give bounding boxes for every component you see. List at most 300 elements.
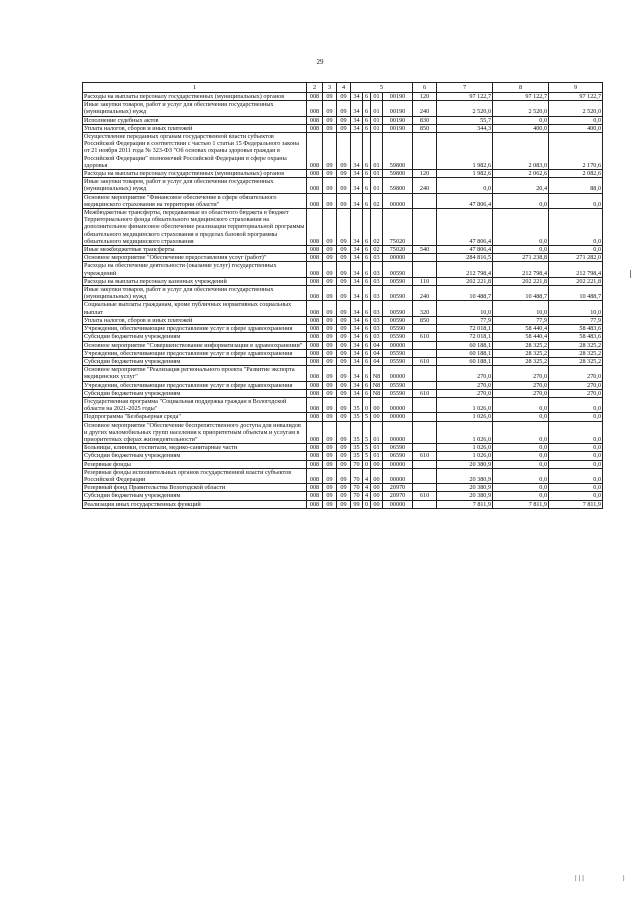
direction-code-cell: 00000 <box>383 254 413 262</box>
row-name-cell: Социальные выплаты гражданам, кроме публичных нормативных социальных выплат <box>83 301 307 316</box>
code-subsection-cell: 09 <box>337 178 351 193</box>
code-section-cell: 09 <box>323 333 337 341</box>
expense-type-cell: 110 <box>413 277 437 285</box>
amount-year1-cell: 1 982,6 <box>437 170 493 178</box>
code-admin-cell: 008 <box>307 193 323 208</box>
direction-code-cell: 00590 <box>383 301 413 316</box>
amount-year2-cell: 28 325,2 <box>493 349 549 357</box>
code-subsection-cell: 09 <box>337 170 351 178</box>
direction-code-cell: 00590 <box>383 262 413 277</box>
expense-type-cell: 610 <box>413 357 437 365</box>
margin-mark <box>630 270 631 278</box>
table-row <box>83 93 603 101</box>
code-admin-cell: 008 <box>307 170 323 178</box>
row-name-cell: Резервные фонды <box>83 460 307 468</box>
event-code-cell: 03 <box>371 277 383 285</box>
event-code-cell: 03 <box>371 333 383 341</box>
table-row <box>83 133 603 170</box>
program-code-cell: 34 <box>351 389 363 397</box>
event-code-cell: 00 <box>371 500 383 508</box>
expense-type-cell <box>413 413 437 421</box>
amount-year3-cell: 0,0 <box>549 444 603 452</box>
amount-year1-cell: 212 798,4 <box>437 262 493 277</box>
code-admin-cell: 008 <box>307 349 323 357</box>
direction-code-cell: 05590 <box>383 333 413 341</box>
amount-year1-cell: 20 380,9 <box>437 484 493 492</box>
amount-year2-cell: 202 221,8 <box>493 277 549 285</box>
direction-code-cell: 05590 <box>383 389 413 397</box>
amount-year1-cell: 344,3 <box>437 124 493 132</box>
amount-year3-cell: 0,0 <box>549 492 603 500</box>
code-section-cell: 09 <box>323 133 337 170</box>
program-code-cell: 35 <box>351 421 363 444</box>
program-code-cell: 34 <box>351 254 363 262</box>
event-code-cell: 01 <box>371 444 383 452</box>
expense-type-cell: 830 <box>413 116 437 124</box>
row-name-cell: Иные межбюджетные трансферты <box>83 246 307 254</box>
code-subsection-cell: 09 <box>337 101 351 116</box>
table-row <box>83 468 603 483</box>
subprogram-code-cell: 5 <box>363 413 371 421</box>
program-code-cell: 34 <box>351 341 363 349</box>
table-row <box>83 397 603 412</box>
program-code-cell: 34 <box>351 116 363 124</box>
code-admin-cell: 008 <box>307 468 323 483</box>
amount-year1-cell: 1 026,0 <box>437 397 493 412</box>
code-section-cell: 09 <box>323 286 337 301</box>
event-code-cell: 01 <box>371 93 383 101</box>
code-section-cell: 09 <box>323 93 337 101</box>
expense-type-cell <box>413 366 437 381</box>
code-section-cell: 09 <box>323 316 337 324</box>
table-row <box>83 116 603 124</box>
direction-code-cell: 59800 <box>383 178 413 193</box>
code-section-cell: 09 <box>323 170 337 178</box>
code-subsection-cell: 09 <box>337 413 351 421</box>
event-code-cell: 03 <box>371 286 383 301</box>
table-row <box>83 101 603 116</box>
expense-type-cell: 240 <box>413 286 437 301</box>
amount-year3-cell: 2 082,6 <box>549 170 603 178</box>
code-subsection-cell: 09 <box>337 381 351 389</box>
expense-type-cell <box>413 397 437 412</box>
code-section-cell: 09 <box>323 460 337 468</box>
event-code-cell: 01 <box>371 178 383 193</box>
subprogram-code-cell: 6 <box>363 246 371 254</box>
amount-year3-cell: 0,0 <box>549 460 603 468</box>
code-admin-cell: 008 <box>307 366 323 381</box>
expense-type-cell: 610 <box>413 492 437 500</box>
amount-year3-cell: 77,9 <box>549 316 603 324</box>
code-admin-cell: 008 <box>307 116 323 124</box>
amount-year3-cell: 7 811,9 <box>549 500 603 508</box>
amount-year1-cell: 1 026,0 <box>437 421 493 444</box>
direction-code-cell: 00000 <box>383 397 413 412</box>
subprogram-code-cell: 4 <box>363 468 371 483</box>
program-code-cell: 35 <box>351 452 363 460</box>
code-subsection-cell: 09 <box>337 325 351 333</box>
subprogram-code-cell: 0 <box>363 500 371 508</box>
direction-code-cell: 00190 <box>383 101 413 116</box>
amount-year1-cell: 1 026,0 <box>437 413 493 421</box>
program-code-cell: 34 <box>351 381 363 389</box>
amount-year3-cell: 28 325,2 <box>549 341 603 349</box>
row-name-cell: Субсидии бюджетным учреждениям <box>83 357 307 365</box>
table-row <box>83 421 603 444</box>
code-section-cell: 09 <box>323 492 337 500</box>
program-code-cell: 34 <box>351 366 363 381</box>
program-code-cell: 99 <box>351 500 363 508</box>
expense-type-cell <box>413 500 437 508</box>
direction-code-cell: 00190 <box>383 124 413 132</box>
amount-year3-cell: 2 520,0 <box>549 101 603 116</box>
table-row <box>83 349 603 357</box>
direction-code-cell: 05590 <box>383 325 413 333</box>
table-row <box>83 381 603 389</box>
amount-year2-cell: 0,0 <box>493 444 549 452</box>
code-admin-cell: 008 <box>307 325 323 333</box>
code-admin-cell: 008 <box>307 124 323 132</box>
subprogram-code-cell: 6 <box>363 277 371 285</box>
subprogram-code-cell: 4 <box>363 492 371 500</box>
row-name-cell: Государственная программа "Социальная поддержка граждан в Вологодской области на 2021-2025 годы" <box>83 397 307 412</box>
amount-year2-cell: 0,0 <box>493 452 549 460</box>
header-cell: 1 <box>83 83 307 93</box>
amount-year2-cell: 10,0 <box>493 301 549 316</box>
expense-type-cell: 320 <box>413 301 437 316</box>
code-section-cell: 09 <box>323 349 337 357</box>
program-code-cell: 70 <box>351 468 363 483</box>
amount-year1-cell: 270,0 <box>437 389 493 397</box>
budget-table <box>82 82 603 509</box>
code-subsection-cell: 09 <box>337 357 351 365</box>
amount-year2-cell: 20,4 <box>493 178 549 193</box>
code-subsection-cell: 09 <box>337 93 351 101</box>
row-name-cell: Субсидии бюджетным учреждениям <box>83 452 307 460</box>
code-admin-cell: 008 <box>307 460 323 468</box>
code-section-cell: 09 <box>323 366 337 381</box>
table-row <box>83 254 603 262</box>
amount-year2-cell: 270,0 <box>493 389 549 397</box>
expense-type-cell: 610 <box>413 389 437 397</box>
expense-type-cell: 240 <box>413 101 437 116</box>
amount-year3-cell: 10,0 <box>549 301 603 316</box>
program-code-cell: 34 <box>351 246 363 254</box>
subprogram-code-cell: 6 <box>363 366 371 381</box>
subprogram-code-cell: 6 <box>363 349 371 357</box>
amount-year3-cell: 0,0 <box>549 484 603 492</box>
code-subsection-cell: 09 <box>337 468 351 483</box>
code-admin-cell: 008 <box>307 286 323 301</box>
expense-type-cell: 240 <box>413 178 437 193</box>
row-name-cell: Расходы на выплаты персоналу государственных (муниципальных) органов <box>83 93 307 101</box>
amount-year3-cell: 0,0 <box>549 397 603 412</box>
row-name-cell: Иные закупки товаров, работ и услуг для обеспечения государственных (муниципальных) нужд <box>83 101 307 116</box>
code-subsection-cell: 09 <box>337 301 351 316</box>
event-code-cell: 00 <box>371 413 383 421</box>
program-code-cell: 70 <box>351 492 363 500</box>
expense-type-cell <box>413 460 437 468</box>
table-row <box>83 389 603 397</box>
amount-year3-cell: 28 325,2 <box>549 357 603 365</box>
row-name-cell: Основное мероприятие "Совершенствование информатизации в здравоохранении" <box>83 341 307 349</box>
direction-code-cell: 00000 <box>383 500 413 508</box>
subprogram-code-cell: 6 <box>363 209 371 246</box>
code-section-cell: 09 <box>323 444 337 452</box>
row-name-cell: Основное мероприятие "Финансовое обеспечение в сфере обязательного медицинского страхования на территории области" <box>83 193 307 208</box>
table-row <box>83 246 603 254</box>
amount-year2-cell: 270,0 <box>493 366 549 381</box>
event-code-cell: 04 <box>371 349 383 357</box>
row-name-cell: Учреждения, обеспечивающие предоставление услуг в сфере здравоохранения <box>83 325 307 333</box>
code-admin-cell: 008 <box>307 452 323 460</box>
direction-code-cell: 00590 <box>383 277 413 285</box>
direction-code-cell: 59800 <box>383 170 413 178</box>
subprogram-code-cell: 5 <box>363 452 371 460</box>
expense-type-cell <box>413 444 437 452</box>
amount-year1-cell: 284 816,5 <box>437 254 493 262</box>
code-section-cell: 09 <box>323 209 337 246</box>
amount-year2-cell: 10 488,7 <box>493 286 549 301</box>
direction-code-cell: 20970 <box>383 484 413 492</box>
event-code-cell: 04 <box>371 341 383 349</box>
amount-year3-cell: 10 488,7 <box>549 286 603 301</box>
footer-mark: ||| <box>574 875 585 882</box>
code-section-cell: 09 <box>323 193 337 208</box>
amount-year2-cell: 0,0 <box>493 209 549 246</box>
program-code-cell: 70 <box>351 484 363 492</box>
row-name-cell: Основное мероприятие "Обеспечение беспрепятственного доступа для инвалидов и других маломобильных групп населения к приоритетным объектам и услугам в приоритетных сферах жизнедеятельности" <box>83 421 307 444</box>
direction-code-cell: 59800 <box>383 133 413 170</box>
code-section-cell: 09 <box>323 341 337 349</box>
event-code-cell: 00 <box>371 468 383 483</box>
table-row <box>83 357 603 365</box>
direction-code-cell: 00000 <box>383 366 413 381</box>
direction-code-cell: 05590 <box>383 357 413 365</box>
code-subsection-cell: 09 <box>337 397 351 412</box>
event-code-cell: 01 <box>371 452 383 460</box>
event-code-cell: 02 <box>371 209 383 246</box>
code-subsection-cell: 09 <box>337 341 351 349</box>
subprogram-code-cell: 5 <box>363 421 371 444</box>
code-section-cell: 09 <box>323 484 337 492</box>
code-admin-cell: 008 <box>307 492 323 500</box>
amount-year1-cell: 2 520,0 <box>437 101 493 116</box>
amount-year2-cell: 0,0 <box>493 484 549 492</box>
event-code-cell: N8 <box>371 389 383 397</box>
header-cell: 8 <box>493 83 549 93</box>
table-row <box>83 178 603 193</box>
subprogram-code-cell: 6 <box>363 381 371 389</box>
amount-year2-cell: 0,0 <box>493 413 549 421</box>
direction-code-cell: 00000 <box>383 460 413 468</box>
code-section-cell: 09 <box>323 254 337 262</box>
amount-year3-cell: 0,0 <box>549 116 603 124</box>
row-name-cell: Уплата налогов, сборов и иных платежей <box>83 124 307 132</box>
code-admin-cell: 008 <box>307 262 323 277</box>
amount-year1-cell: 7 811,9 <box>437 500 493 508</box>
event-code-cell: 00 <box>371 492 383 500</box>
expense-type-cell <box>413 325 437 333</box>
amount-year2-cell: 0,0 <box>493 246 549 254</box>
amount-year3-cell: 97 122,7 <box>549 93 603 101</box>
table-row <box>83 452 603 460</box>
amount-year2-cell: 0,0 <box>493 492 549 500</box>
row-name-cell: Уплата налогов, сборов и иных платежей <box>83 316 307 324</box>
program-code-cell: 34 <box>351 286 363 301</box>
amount-year3-cell: 400,0 <box>549 124 603 132</box>
table-row <box>83 460 603 468</box>
event-code-cell: 01 <box>371 170 383 178</box>
table-row <box>83 492 603 500</box>
expense-type-cell: 540 <box>413 246 437 254</box>
code-section-cell: 09 <box>323 325 337 333</box>
subprogram-code-cell: 6 <box>363 301 371 316</box>
table-row <box>83 500 603 508</box>
amount-year1-cell: 47 806,4 <box>437 246 493 254</box>
amount-year3-cell: 0,0 <box>549 209 603 246</box>
program-code-cell: 34 <box>351 133 363 170</box>
direction-code-cell: 00000 <box>383 468 413 483</box>
amount-year2-cell: 0,0 <box>493 421 549 444</box>
code-section-cell: 09 <box>323 468 337 483</box>
code-section-cell: 09 <box>323 178 337 193</box>
table-row <box>83 262 603 277</box>
row-name-cell: Субсидии бюджетным учреждениям <box>83 389 307 397</box>
subprogram-code-cell: 6 <box>363 93 371 101</box>
event-code-cell: 01 <box>371 124 383 132</box>
amount-year1-cell: 10,0 <box>437 301 493 316</box>
code-admin-cell: 008 <box>307 500 323 508</box>
amount-year1-cell: 270,0 <box>437 366 493 381</box>
row-name-cell: Иные закупки товаров, работ и услуг для обеспечения государственных (муниципальных) нужд <box>83 178 307 193</box>
row-name-cell: Межбюджетные трансферты, передаваемые из областного бюджета в бюджет Территориального фонда обязательного медицинского страхования на дополнительное финансовое обеспечение реализации территориальной программы обязательного медицинского страхования в пределах базовой программы обязательного медицинского страхования <box>83 209 307 246</box>
amount-year1-cell: 10 488,7 <box>437 286 493 301</box>
code-section-cell: 09 <box>323 500 337 508</box>
program-code-cell: 34 <box>351 301 363 316</box>
table-row <box>83 316 603 324</box>
amount-year2-cell: 58 440,4 <box>493 333 549 341</box>
subprogram-code-cell: 6 <box>363 389 371 397</box>
table-row <box>83 366 603 381</box>
amount-year3-cell: 2 170,6 <box>549 133 603 170</box>
subprogram-code-cell: 6 <box>363 116 371 124</box>
program-code-cell: 35 <box>351 397 363 412</box>
code-admin-cell: 008 <box>307 357 323 365</box>
header-cell: 2 <box>307 83 323 93</box>
program-code-cell: 34 <box>351 101 363 116</box>
code-admin-cell: 008 <box>307 246 323 254</box>
direction-code-cell: 00000 <box>383 413 413 421</box>
expense-type-cell: 120 <box>413 93 437 101</box>
expense-type-cell <box>413 468 437 483</box>
code-admin-cell: 008 <box>307 413 323 421</box>
code-admin-cell: 008 <box>307 389 323 397</box>
row-name-cell: Основное мероприятие "Реализация регионального проекта "Развитие экспорта медицинских услуг" <box>83 366 307 381</box>
subprogram-code-cell: 6 <box>363 316 371 324</box>
table-body <box>83 93 603 509</box>
code-section-cell: 09 <box>323 277 337 285</box>
event-code-cell: 02 <box>371 246 383 254</box>
amount-year3-cell: 0,0 <box>549 413 603 421</box>
row-name-cell: Расходы на выплаты персоналу казенных учреждений <box>83 277 307 285</box>
subprogram-code-cell: 0 <box>363 397 371 412</box>
amount-year2-cell: 97 122,7 <box>493 93 549 101</box>
header-cell: 5 <box>351 83 413 93</box>
amount-year2-cell: 212 798,4 <box>493 262 549 277</box>
expense-type-cell: 610 <box>413 452 437 460</box>
event-code-cell: 03 <box>371 325 383 333</box>
table-row <box>83 341 603 349</box>
direction-code-cell: 75020 <box>383 209 413 246</box>
amount-year2-cell: 2 062,6 <box>493 170 549 178</box>
event-code-cell: 01 <box>371 101 383 116</box>
program-code-cell: 34 <box>351 333 363 341</box>
code-subsection-cell: 09 <box>337 286 351 301</box>
amount-year1-cell: 77,9 <box>437 316 493 324</box>
program-code-cell: 34 <box>351 193 363 208</box>
code-subsection-cell: 09 <box>337 460 351 468</box>
event-code-cell: 00 <box>371 397 383 412</box>
amount-year3-cell: 0,0 <box>549 246 603 254</box>
header-cell: 9 <box>549 83 603 93</box>
program-code-cell: 34 <box>351 93 363 101</box>
amount-year2-cell: 77,9 <box>493 316 549 324</box>
amount-year2-cell: 28 325,2 <box>493 357 549 365</box>
amount-year3-cell: 28 325,2 <box>549 349 603 357</box>
code-admin-cell: 008 <box>307 93 323 101</box>
code-section-cell: 09 <box>323 381 337 389</box>
code-section-cell: 09 <box>323 421 337 444</box>
expense-type-cell <box>413 262 437 277</box>
amount-year2-cell: 271 238,8 <box>493 254 549 262</box>
program-code-cell: 35 <box>351 444 363 452</box>
code-subsection-cell: 09 <box>337 444 351 452</box>
subprogram-code-cell: 6 <box>363 178 371 193</box>
expense-type-cell: 610 <box>413 333 437 341</box>
code-subsection-cell: 09 <box>337 349 351 357</box>
row-name-cell: Подпрограмма "Безбарьерная среда" <box>83 413 307 421</box>
amount-year3-cell: 88,0 <box>549 178 603 193</box>
amount-year1-cell: 1 026,0 <box>437 444 493 452</box>
amount-year1-cell: 202 221,8 <box>437 277 493 285</box>
direction-code-cell: 00000 <box>383 193 413 208</box>
event-code-cell: N8 <box>371 381 383 389</box>
direction-code-cell: 00590 <box>383 316 413 324</box>
subprogram-code-cell: 6 <box>363 170 371 178</box>
amount-year3-cell: 0,0 <box>549 468 603 483</box>
amount-year2-cell: 0,0 <box>493 397 549 412</box>
table-row <box>83 170 603 178</box>
program-code-cell: 34 <box>351 316 363 324</box>
row-name-cell: Субсидии бюджетным учреждениям <box>83 333 307 341</box>
code-subsection-cell: 09 <box>337 277 351 285</box>
code-admin-cell: 008 <box>307 316 323 324</box>
amount-year3-cell: 0,0 <box>549 452 603 460</box>
header-cell: 7 <box>437 83 493 93</box>
edge-mark: | <box>622 875 626 882</box>
expense-type-cell: 120 <box>413 170 437 178</box>
code-section-cell: 09 <box>323 357 337 365</box>
code-admin-cell: 008 <box>307 178 323 193</box>
amount-year1-cell: 47 806,4 <box>437 193 493 208</box>
table-row <box>83 333 603 341</box>
code-subsection-cell: 09 <box>337 484 351 492</box>
code-subsection-cell: 09 <box>337 452 351 460</box>
amount-year1-cell: 60 188,1 <box>437 341 493 349</box>
expense-type-cell <box>413 133 437 170</box>
amount-year3-cell: 0,0 <box>549 193 603 208</box>
